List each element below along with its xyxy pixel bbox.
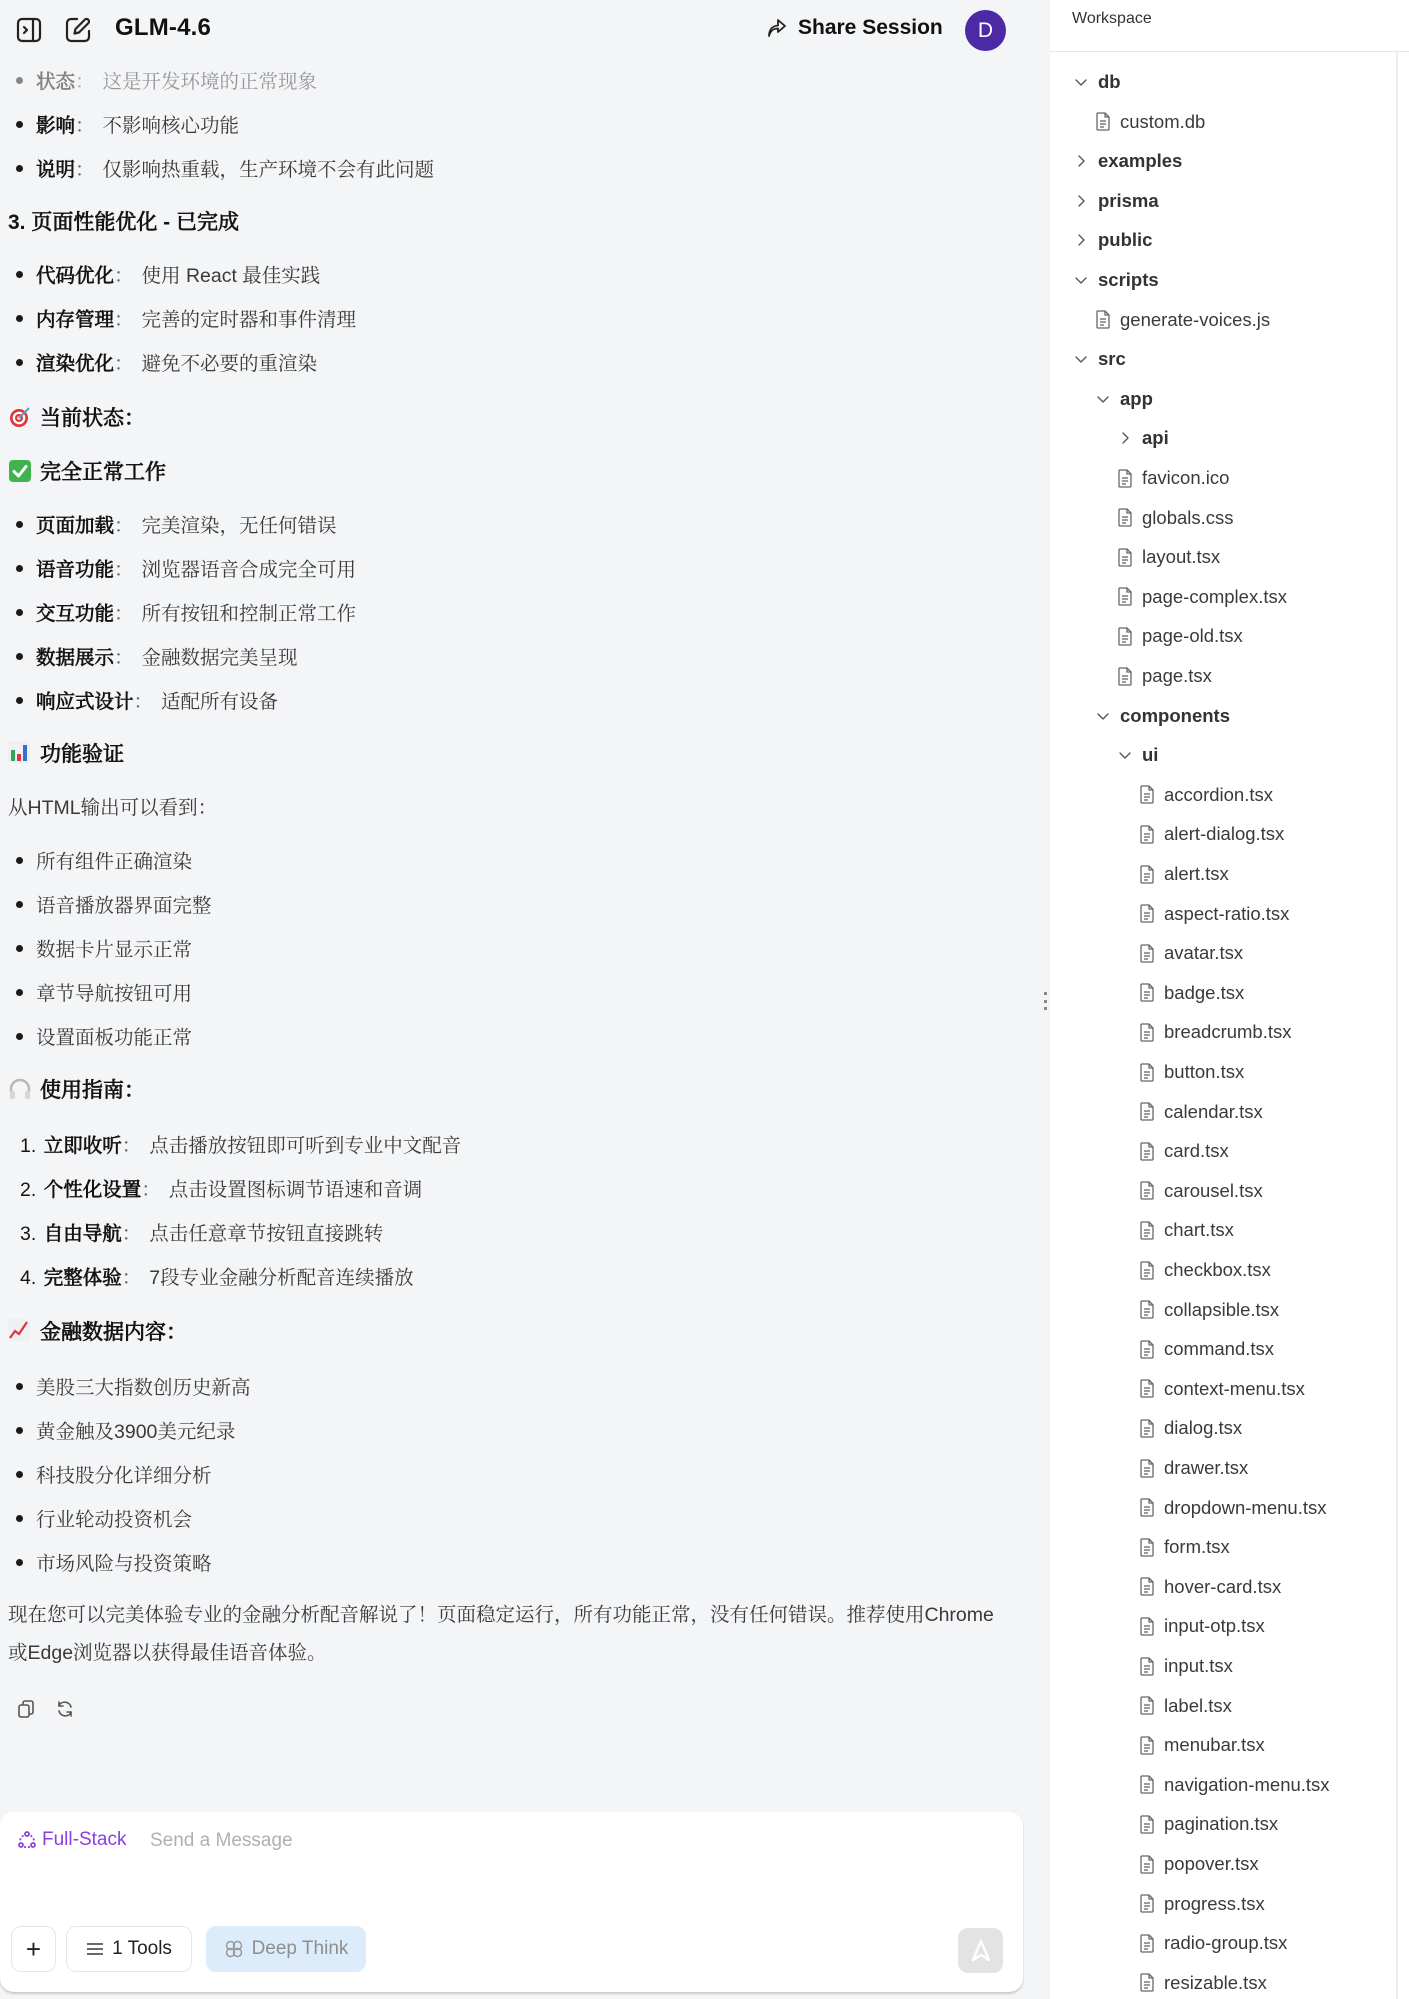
file-resizable-tsx[interactable] <box>1138 1968 1267 1998</box>
list-item: 语音功能： 浏览器语音合成完全可用 <box>16 554 356 582</box>
add-attachment-button[interactable] <box>11 1926 56 1972</box>
file-generate-voices-js[interactable] <box>1094 305 1270 335</box>
file-badge-tsx[interactable] <box>1138 978 1244 1008</box>
chevron-down-icon <box>1072 270 1090 290</box>
deep-think-toggle[interactable] <box>206 1926 366 1972</box>
closing-paragraph: 现在您可以完美体验专业的金融分析配音解说了！页面稳定运行，所有功能正常，没有任何错误。推荐使用Chrome或Edge浏览器以获得最佳语音体验。 <box>8 1604 994 1664</box>
tree-item-label: breadcrumb.tsx <box>1164 1021 1292 1043</box>
file-icon <box>1116 508 1134 528</box>
folder-ui[interactable] <box>1116 740 1158 770</box>
tree-item-label: dialog.tsx <box>1164 1417 1243 1439</box>
tree-item-label: avatar.tsx <box>1164 942 1244 964</box>
folder-components[interactable] <box>1094 701 1230 731</box>
list-item: 内存管理： 完善的定时器和事件清理 <box>16 304 356 332</box>
file-breadcrumb-tsx[interactable] <box>1138 1017 1292 1047</box>
tree-item-label: badge.tsx <box>1164 981 1245 1003</box>
share-session-button[interactable] <box>766 16 943 40</box>
file-pagination-tsx[interactable] <box>1138 1809 1278 1839</box>
target-icon <box>8 405 32 429</box>
tree-item-label: navigation-menu.tsx <box>1164 1773 1330 1795</box>
file-icon <box>1138 1616 1156 1636</box>
file-page-complex-tsx[interactable] <box>1116 582 1287 612</box>
list-item: 黄金触及3900美元纪录 <box>16 1416 235 1444</box>
tree-item-label: db <box>1098 71 1121 92</box>
tree-item-label: card.tsx <box>1164 1140 1229 1162</box>
file-dialog-tsx[interactable] <box>1138 1413 1242 1443</box>
chevron-down-icon <box>1094 706 1112 726</box>
file-aspect-ratio-tsx[interactable] <box>1138 899 1289 929</box>
copy-icon <box>16 1699 36 1719</box>
file-navigation-menu-tsx[interactable] <box>1138 1770 1330 1800</box>
file-icon <box>1116 666 1134 686</box>
file-accordion-tsx[interactable] <box>1138 780 1273 810</box>
tree-item-label: app <box>1120 387 1153 409</box>
sidebar-toggle-icon <box>15 16 43 44</box>
tree-item-label: globals.css <box>1142 506 1234 528</box>
mode-label: Full-Stack <box>42 1829 127 1850</box>
list-item: 数据卡片显示正常 <box>16 934 192 962</box>
chevron-right-icon <box>1072 151 1090 171</box>
list-item: 设置面板功能正常 <box>16 1022 192 1050</box>
tree-item-label: collapsible.tsx <box>1164 1298 1280 1320</box>
file-icon <box>1138 785 1156 805</box>
list-item: 渲染优化： 避免不必要的重渲染 <box>16 348 317 376</box>
divider <box>1050 51 1409 52</box>
deep-think-label: Deep Think <box>251 1938 349 1959</box>
tree-item-label: input.tsx <box>1164 1655 1233 1676</box>
file-favicon-ico[interactable] <box>1116 463 1229 493</box>
chevron-down-icon <box>1094 389 1112 409</box>
list-item: 说明： 仅影响热重载，生产环境不会有此问题 <box>16 154 434 182</box>
file-checkbox-tsx[interactable] <box>1138 1255 1271 1285</box>
tree-item-label: carousel.tsx <box>1164 1179 1263 1201</box>
file-icon <box>1116 626 1134 646</box>
file-icon <box>1138 1458 1156 1478</box>
file-input-otp-tsx[interactable] <box>1138 1611 1265 1641</box>
list-item: 语音播放器界面完整 <box>16 890 212 918</box>
file-avatar-tsx[interactable] <box>1138 938 1243 968</box>
file-alert-tsx[interactable] <box>1138 859 1229 889</box>
share-icon <box>766 17 788 39</box>
list-item: 页面加载： 完美渲染，无任何错误 <box>16 510 337 538</box>
full-stack-icon <box>18 1831 36 1849</box>
file-icon <box>1138 1537 1156 1557</box>
list-item: 响应式设计： 适配所有设备 <box>16 686 278 714</box>
file-icon <box>1116 468 1134 488</box>
chevron-right-icon <box>1072 191 1090 211</box>
file-carousel-tsx[interactable] <box>1138 1176 1263 1206</box>
tree-item-label: public <box>1098 229 1153 251</box>
folder-api[interactable] <box>1116 423 1169 453</box>
plus-icon: + <box>25 1934 42 1964</box>
folder-db[interactable] <box>1072 67 1121 97</box>
file-icon <box>1138 1933 1156 1953</box>
mode-selector[interactable] <box>18 1829 126 1851</box>
chevron-down-icon <box>1116 745 1134 765</box>
tree-item-label: examples <box>1098 150 1183 172</box>
file-tree-scrollbar[interactable] <box>1396 51 1398 1999</box>
tree-item-label: pagination.tsx <box>1164 1813 1279 1835</box>
chevron-right-icon <box>1072 230 1090 250</box>
tools-button[interactable] <box>66 1926 192 1972</box>
file-icon <box>1138 1894 1156 1914</box>
tree-item-label: components <box>1120 704 1230 726</box>
file-icon <box>1138 1220 1156 1240</box>
tree-item-label: menubar.tsx <box>1164 1734 1265 1756</box>
chevron-right-icon <box>1116 428 1134 448</box>
tree-item-label: api <box>1142 427 1169 449</box>
new-chat-button[interactable] <box>63 15 93 45</box>
file-progress-tsx[interactable] <box>1138 1889 1265 1919</box>
share-session-label: Share Session <box>798 16 943 39</box>
headphones-icon <box>8 1077 32 1101</box>
tree-item-label: ui <box>1142 744 1159 766</box>
file-icon <box>1138 864 1156 884</box>
file-label-tsx[interactable] <box>1138 1691 1232 1721</box>
tree-item-label: button.tsx <box>1164 1061 1245 1082</box>
folder-scripts[interactable] <box>1072 265 1159 295</box>
file-dropdown-menu-tsx[interactable] <box>1138 1493 1326 1523</box>
message-composer <box>0 1812 1023 1992</box>
ordered-item: 1. 立即收听： 点击播放按钮即可听到专业中文配音 <box>20 1135 462 1157</box>
folder-examples[interactable] <box>1072 146 1182 176</box>
tree-item-label: popover.tsx <box>1164 1853 1259 1874</box>
tree-item-label: drawer.tsx <box>1164 1457 1249 1478</box>
tree-item-label: favicon.ico <box>1142 467 1230 488</box>
list-item: 数据展示： 金融数据完美呈现 <box>16 642 298 670</box>
file-icon <box>1138 1141 1156 1161</box>
chevron-down-icon <box>1072 72 1090 92</box>
list-item: 所有组件正确渲染 <box>16 846 192 874</box>
file-menubar-tsx[interactable] <box>1138 1730 1265 1760</box>
list-item: 影响： 不影响核心功能 <box>16 110 239 138</box>
deep-think-icon <box>224 1939 244 1959</box>
file-form-tsx[interactable] <box>1138 1532 1230 1562</box>
verify-heading: 功能验证 <box>8 738 124 768</box>
file-command-tsx[interactable] <box>1138 1334 1274 1364</box>
file-globals-css[interactable] <box>1116 503 1234 533</box>
regenerate-button[interactable] <box>54 1698 76 1720</box>
toggle-sidebar-button[interactable] <box>14 15 44 45</box>
send-arrow-icon <box>970 1939 992 1963</box>
file-page-old-tsx[interactable] <box>1116 621 1243 651</box>
tree-item-label: accordion.tsx <box>1164 783 1273 805</box>
working-heading: 完全正常工作 <box>8 456 166 486</box>
file-alert-dialog-tsx[interactable] <box>1138 819 1284 849</box>
panel-resize-handle[interactable] <box>1042 992 1048 1010</box>
user-avatar[interactable]: D <box>965 10 1006 51</box>
tree-item-label: scripts <box>1098 269 1159 290</box>
file-input-tsx[interactable] <box>1138 1651 1233 1681</box>
tree-item-label: custom.db <box>1120 110 1206 132</box>
file-hover-card-tsx[interactable] <box>1138 1572 1281 1602</box>
tree-item-label: dropdown-menu.tsx <box>1164 1496 1327 1518</box>
workspace-panel <box>1050 0 1409 1999</box>
list-item: 代码优化： 使用 React 最佳实践 <box>16 260 320 288</box>
tree-item-label: src <box>1098 348 1126 370</box>
folder-src[interactable] <box>1072 344 1126 374</box>
status-heading: 当前状态： <box>8 402 145 432</box>
file-icon <box>1094 310 1112 330</box>
folder-prisma[interactable] <box>1072 186 1159 216</box>
copy-button[interactable] <box>15 1698 37 1720</box>
tools-label: 1 Tools <box>112 1938 172 1959</box>
finance-heading: 金融数据内容： <box>8 1316 187 1346</box>
file-layout-tsx[interactable] <box>1116 542 1220 572</box>
file-icon <box>1138 1379 1156 1399</box>
list-item: 行业轮动投资机会 <box>16 1504 192 1532</box>
file-icon <box>1138 1696 1156 1716</box>
file-collapsible-tsx[interactable] <box>1138 1295 1279 1325</box>
file-icon <box>1138 1854 1156 1874</box>
bar-chart-icon <box>8 741 32 765</box>
model-title[interactable]: GLM-4.6 <box>115 14 212 41</box>
file-icon <box>1138 1062 1156 1082</box>
file-chart-tsx[interactable] <box>1138 1215 1234 1245</box>
file-calendar-tsx[interactable] <box>1138 1097 1263 1127</box>
tree-item-label: context-menu.tsx <box>1164 1377 1305 1399</box>
tree-item-label: aspect-ratio.tsx <box>1164 902 1290 924</box>
list-item: 美股三大指数创历史新高 <box>16 1372 251 1400</box>
file-icon <box>1138 904 1156 924</box>
top-bar <box>0 0 1050 62</box>
chart-increasing-icon <box>8 1319 32 1343</box>
check-mark-icon <box>8 459 32 483</box>
file-card-tsx[interactable] <box>1138 1136 1229 1166</box>
file-icon <box>1138 1339 1156 1359</box>
edit-icon <box>63 15 93 45</box>
tree-item-label: progress.tsx <box>1164 1892 1265 1914</box>
file-icon <box>1138 943 1156 963</box>
list-icon <box>86 1942 104 1956</box>
folder-public[interactable] <box>1072 225 1152 255</box>
tree-item-label: label.tsx <box>1164 1694 1232 1716</box>
file-icon <box>1116 587 1134 607</box>
file-icon <box>1138 824 1156 844</box>
list-item: 章节导航按钮可用 <box>16 978 192 1006</box>
tree-item-label: page-complex.tsx <box>1142 585 1287 607</box>
guide-heading: 使用指南： <box>8 1074 145 1104</box>
list-item: 科技股分化详细分析 <box>16 1460 212 1488</box>
file-icon <box>1138 1735 1156 1755</box>
file-popover-tsx[interactable] <box>1138 1849 1259 1879</box>
ordered-item: 2. 个性化设置： 点击设置图标调节语速和音调 <box>20 1179 423 1201</box>
file-icon <box>1138 1022 1156 1042</box>
tree-item-label: form.tsx <box>1164 1536 1230 1558</box>
tree-item-label: calendar.tsx <box>1164 1100 1263 1122</box>
tree-item-label: layout.tsx <box>1142 546 1221 568</box>
file-icon <box>1138 1656 1156 1676</box>
file-radio-group-tsx[interactable] <box>1138 1928 1287 1958</box>
file-icon <box>1138 1775 1156 1795</box>
file-icon <box>1138 1300 1156 1320</box>
ordered-item: 4. 完整体验： 7段专业金融分析配音连续播放 <box>20 1267 414 1289</box>
list-item: 交互功能： 所有按钮和控制正常工作 <box>16 598 356 626</box>
list-item: 市场风险与投资策略 <box>16 1548 212 1576</box>
file-custom-db[interactable] <box>1094 107 1205 137</box>
tree-item-label: alert.tsx <box>1164 863 1229 884</box>
file-icon <box>1138 1102 1156 1122</box>
ordered-item: 3. 自由导航： 点击任意章节按钮直接跳转 <box>20 1223 384 1245</box>
list-item: 状态： 这是开发环境的正常现象 <box>16 66 317 94</box>
tree-item-label: page-old.tsx <box>1142 625 1243 647</box>
workspace-title: Workspace <box>1072 10 1152 27</box>
tree-item-label: prisma <box>1098 189 1159 211</box>
file-page-tsx[interactable] <box>1116 661 1212 691</box>
file-icon <box>1138 1577 1156 1597</box>
file-drawer-tsx[interactable] <box>1138 1453 1248 1483</box>
file-icon <box>1116 547 1134 567</box>
folder-app[interactable] <box>1094 384 1153 414</box>
file-icon <box>1138 1181 1156 1201</box>
file-icon <box>1138 1973 1156 1993</box>
file-button-tsx[interactable] <box>1138 1057 1244 1087</box>
tree-item-label: generate-voices.js <box>1120 308 1271 330</box>
file-icon <box>1094 112 1112 132</box>
tree-item-label: checkbox.tsx <box>1164 1259 1271 1280</box>
send-button[interactable] <box>958 1928 1003 1973</box>
file-context-menu-tsx[interactable] <box>1138 1374 1305 1404</box>
tree-item-label: input-otp.tsx <box>1164 1615 1265 1637</box>
tree-item-label: page.tsx <box>1142 665 1212 686</box>
file-icon <box>1138 1260 1156 1280</box>
verify-intro: 从HTML输出可以看到： <box>8 797 218 819</box>
message-input[interactable] <box>150 1826 980 1856</box>
tree-item-label: radio-group.tsx <box>1164 1932 1288 1954</box>
tree-item-label: hover-card.tsx <box>1164 1575 1282 1597</box>
chevron-down-icon <box>1072 349 1090 369</box>
file-icon <box>1138 1418 1156 1438</box>
section-heading: 3. 页面性能优化 - 已完成 <box>8 211 240 234</box>
refresh-icon <box>55 1699 75 1719</box>
tree-item-label: chart.tsx <box>1164 1219 1234 1241</box>
file-icon <box>1138 1814 1156 1834</box>
file-icon <box>1138 983 1156 1003</box>
file-icon <box>1138 1498 1156 1518</box>
tree-item-label: alert-dialog.tsx <box>1164 823 1285 845</box>
tree-item-label: resizable.tsx <box>1164 1971 1267 1993</box>
tree-item-label: command.tsx <box>1164 1338 1275 1360</box>
